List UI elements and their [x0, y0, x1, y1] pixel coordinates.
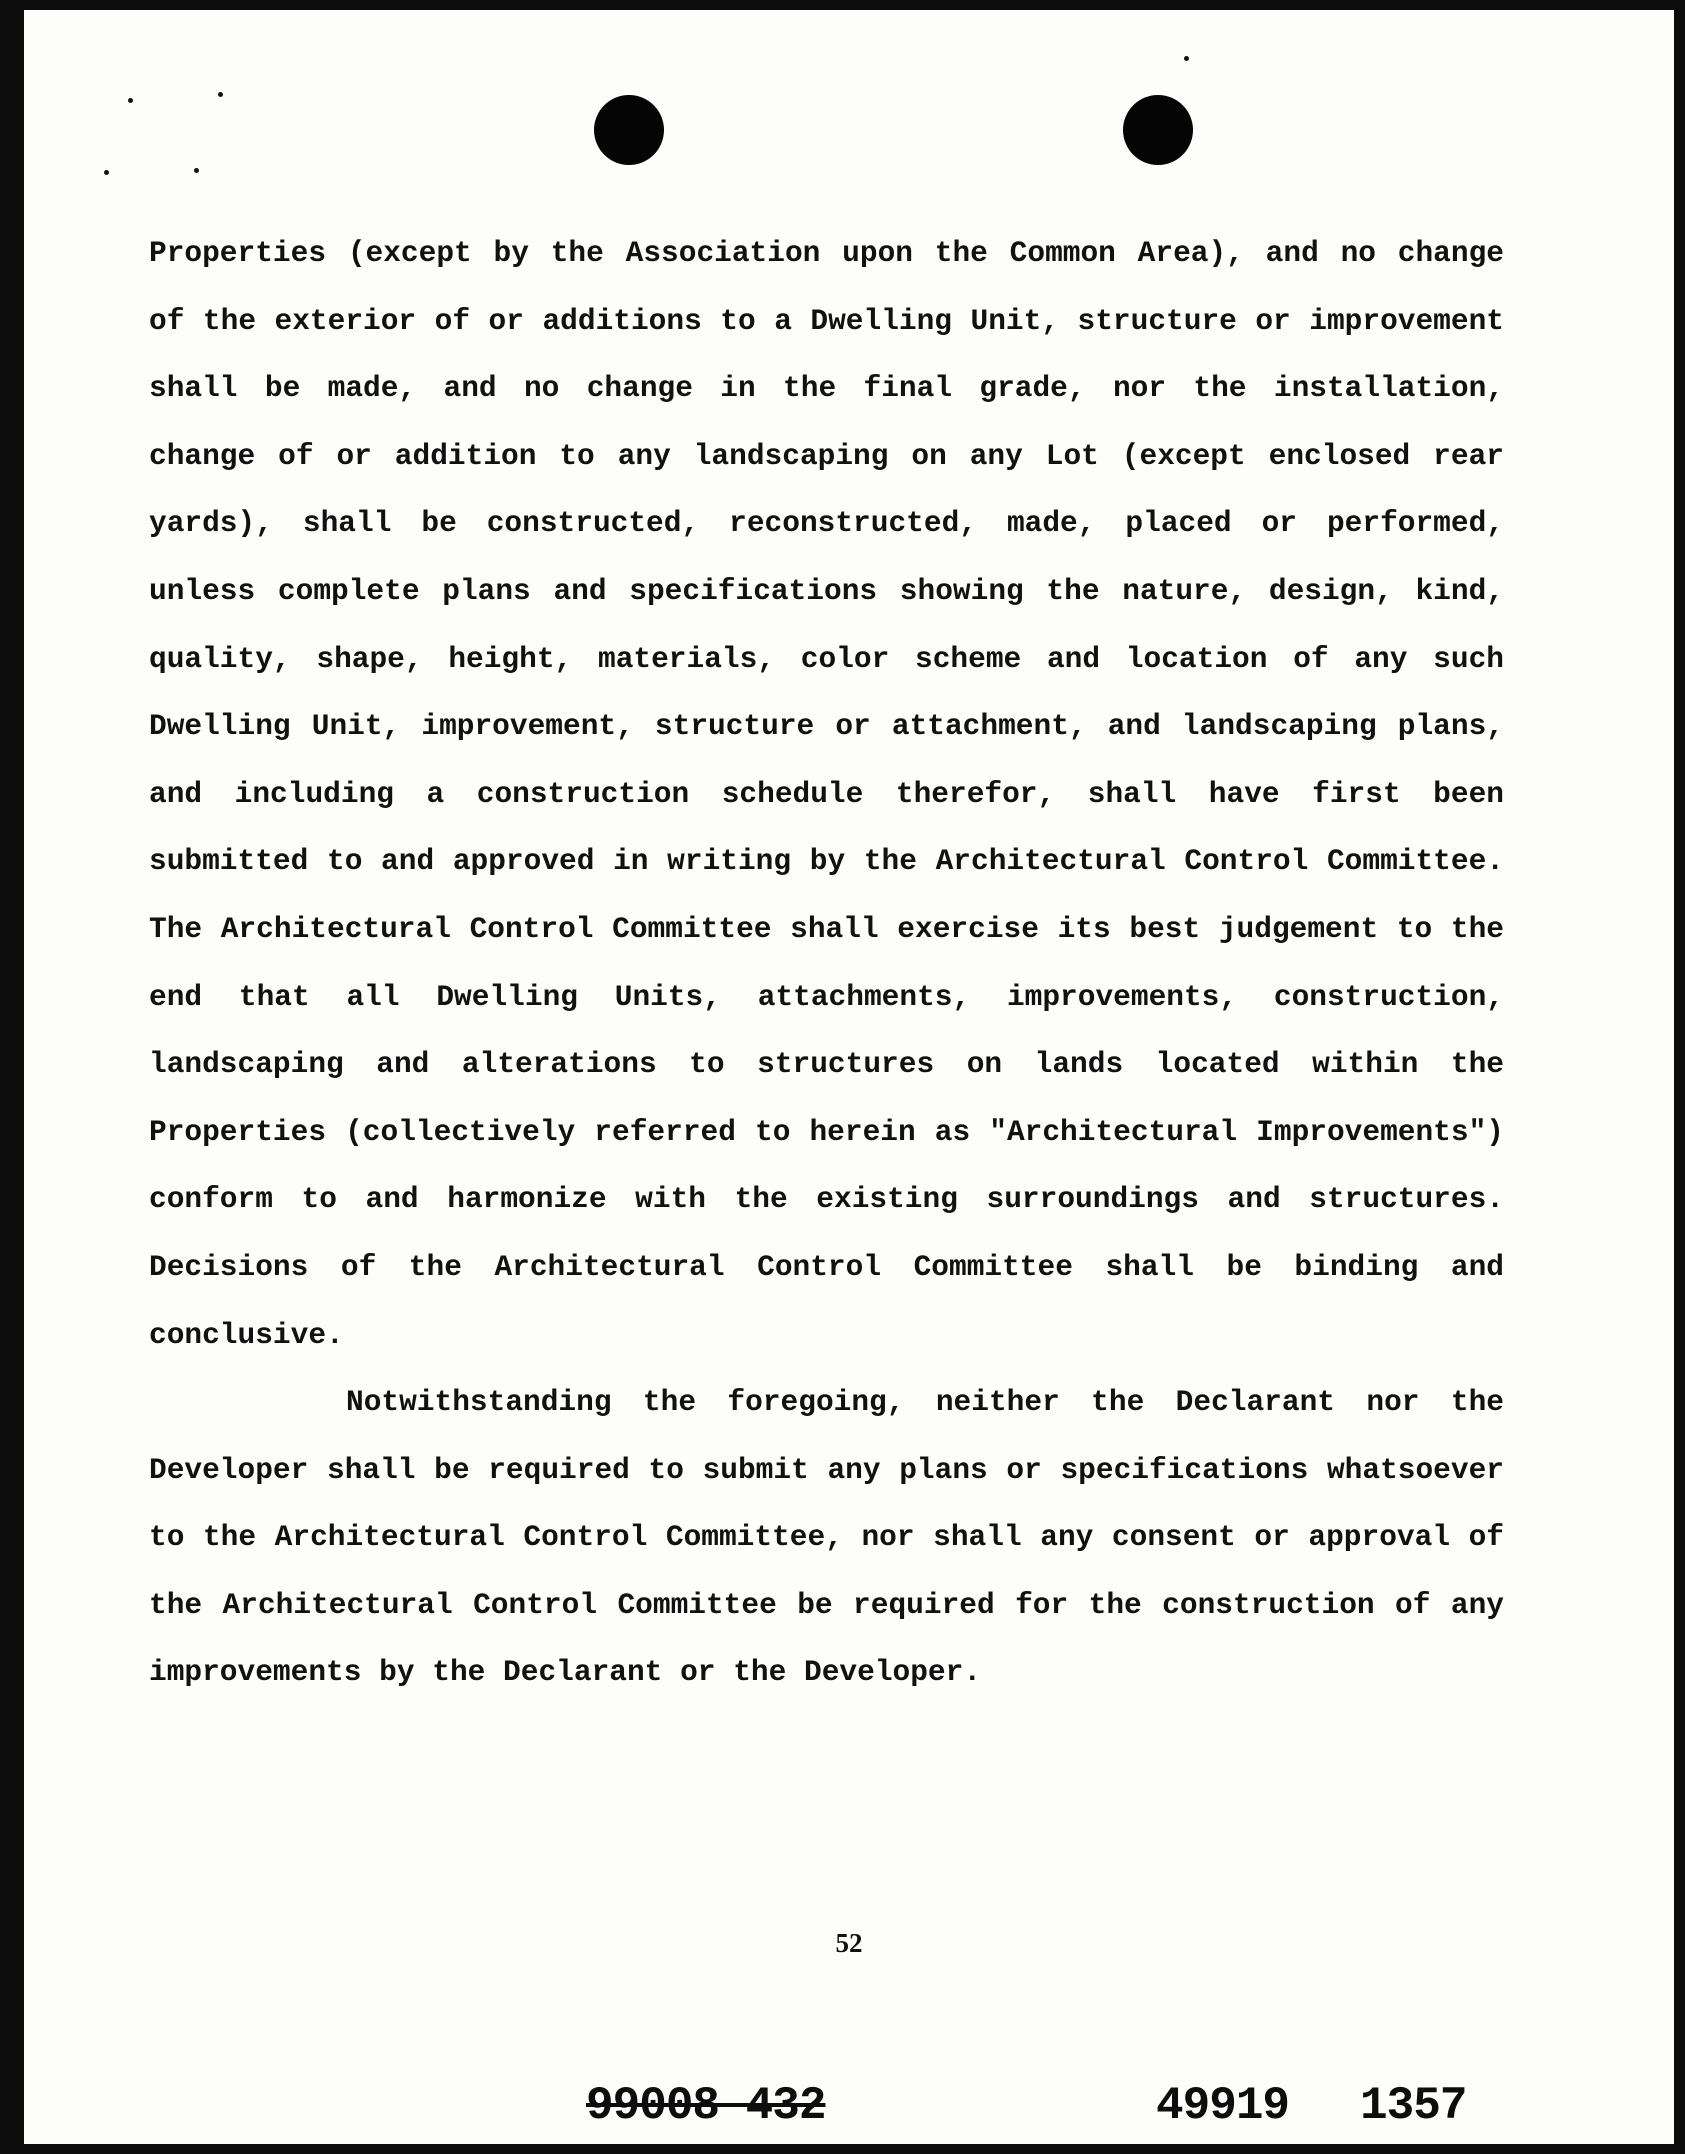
paragraph: Notwithstanding the foregoing, neither the Declarant nor the Developer shall be required to submit any plans or specifications whatsoever to the Architectural Control Committee, nor shall any consent or approval of the Architectural Control Committee be required for the construction of any improvements by the Declarant or the Developer.	[149, 1385, 1504, 1690]
document-body	[149, 220, 1504, 1707]
scan-speck	[218, 92, 223, 97]
page-number: 52	[835, 1928, 863, 1958]
document-stamp-middle: 49919	[1156, 2080, 1290, 2132]
scan-speck	[104, 170, 109, 175]
scan-speck	[128, 98, 133, 103]
scan-speck	[1184, 56, 1189, 61]
punch-hole-right	[1123, 95, 1193, 165]
document-stamp-left: 99008 432	[586, 2080, 826, 2132]
punch-hole-left	[594, 95, 664, 165]
document-page	[24, 10, 1674, 2144]
paragraph: Properties (except by the Association upon the Common Area), and no change of the exterior of or additions to a Dwelling Unit, structure or improvement shall be made, and no change in the final grade, nor the installation, change of or addition to any landscaping on any Lot (except enclosed rear yards), shall be constructed, reconstructed, made, placed or performed, unless complete plans and specifications showing the nature, design, kind, quality, shape, height, materials, color scheme and location of any such Dwelling Unit, improvement, structure or attachment, and landscaping plans, and including a construction schedule therefor, shall have first been submitted to and approved in writing by the Architectural Control Committee. The Architectural Control Committee shall exercise its best judgement to the end that all Dwelling Units, attachments, improvements, construction, landscaping and alterations to structures on lands located within the Properties (collectively referred to herein as "Architectural Improvements") conform to and harmonize with the existing surroundings and structures. Decisions of the Architectural Control Committee shall be binding and conclusive.	[149, 236, 1504, 1352]
scan-speck	[194, 168, 199, 173]
document-stamp-right: 1357	[1360, 2080, 1467, 2132]
